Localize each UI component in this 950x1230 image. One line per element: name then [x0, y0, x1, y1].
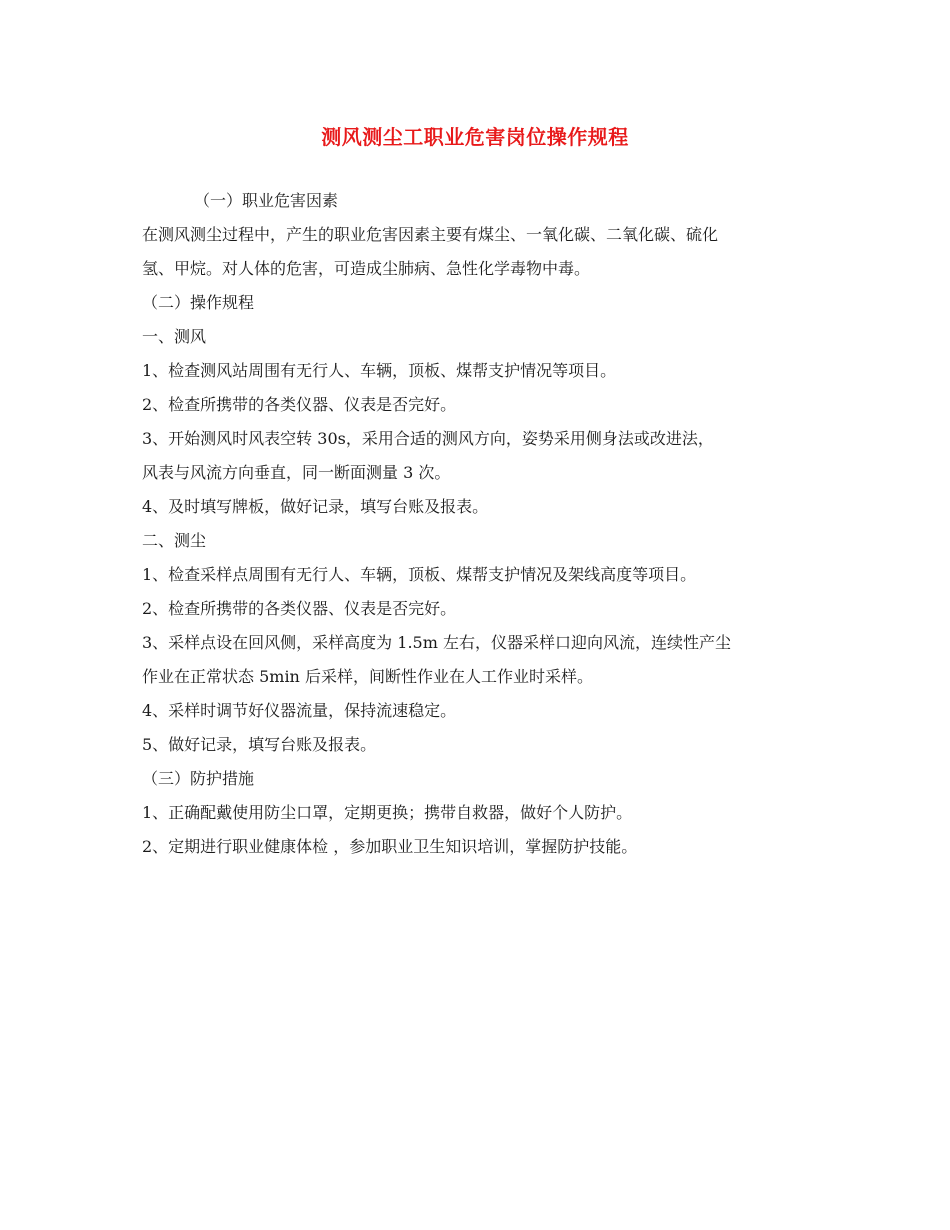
list-item: 4、采样时调节好仪器流量，保持流速稳定。: [142, 701, 457, 720]
subsection-heading-wind-measurement: 一、测风: [142, 327, 207, 346]
list-item: 1、检查采样点周围有无行人、车辆，顶板、煤帮支护情况及架线高度等项目。: [142, 565, 697, 584]
list-item-continuation: 风表与风流方向垂直，同一断面测量 3 次。: [142, 463, 451, 482]
paragraph-line: 氢、甲烷。对人体的危害，可造成尘肺病、急性化学毒物中毒。: [142, 259, 591, 278]
document-title: 测风测尘工职业危害岗位操作规程: [321, 125, 629, 149]
list-item: 2、定期进行职业健康体检 ，参加职业卫生知识培训，掌握防护技能。: [142, 837, 638, 856]
subsection-heading-dust-measurement: 二、测尘: [142, 531, 207, 550]
paragraph-line: 在测风测尘过程中，产生的职业危害因素主要有煤尘、一氧化碳、二氧化碳、硫化: [142, 225, 719, 244]
list-item: 2、检查所携带的各类仪器、仪表是否完好。: [142, 599, 457, 618]
list-item: 3、开始测风时风表空转 30s，采用合适的测风方向，姿势采用侧身法或改进法，: [142, 429, 714, 448]
list-item: 2、检查所携带的各类仪器、仪表是否完好。: [142, 395, 457, 414]
list-item: 3、采样点设在回风侧，采样高度为 1.5m 左右，仪器采样口迎向风流，连续性产尘: [142, 633, 731, 652]
section-heading-hazard-factors: （一）职业危害因素: [194, 191, 339, 210]
document-body: [142, 184, 822, 864]
list-item: 5、做好记录，填写台账及报表。: [142, 735, 377, 754]
section-heading-protective-measures: （三）防护措施: [142, 769, 255, 788]
list-item: 4、及时填写牌板，做好记录，填写台账及报表。: [142, 497, 489, 516]
list-item: 1、正确配戴使用防尘口罩，定期更换；携带自救器，做好个人防护。: [142, 803, 633, 822]
list-item-continuation: 作业在正常状态 5min 后采样，间断性作业在人工作业时采样。: [142, 667, 593, 686]
section-heading-operating-rules: （二）操作规程: [142, 293, 255, 312]
list-item: 1、检查测风站周围有无行人、车辆，顶板、煤帮支护情况等项目。: [142, 361, 617, 380]
